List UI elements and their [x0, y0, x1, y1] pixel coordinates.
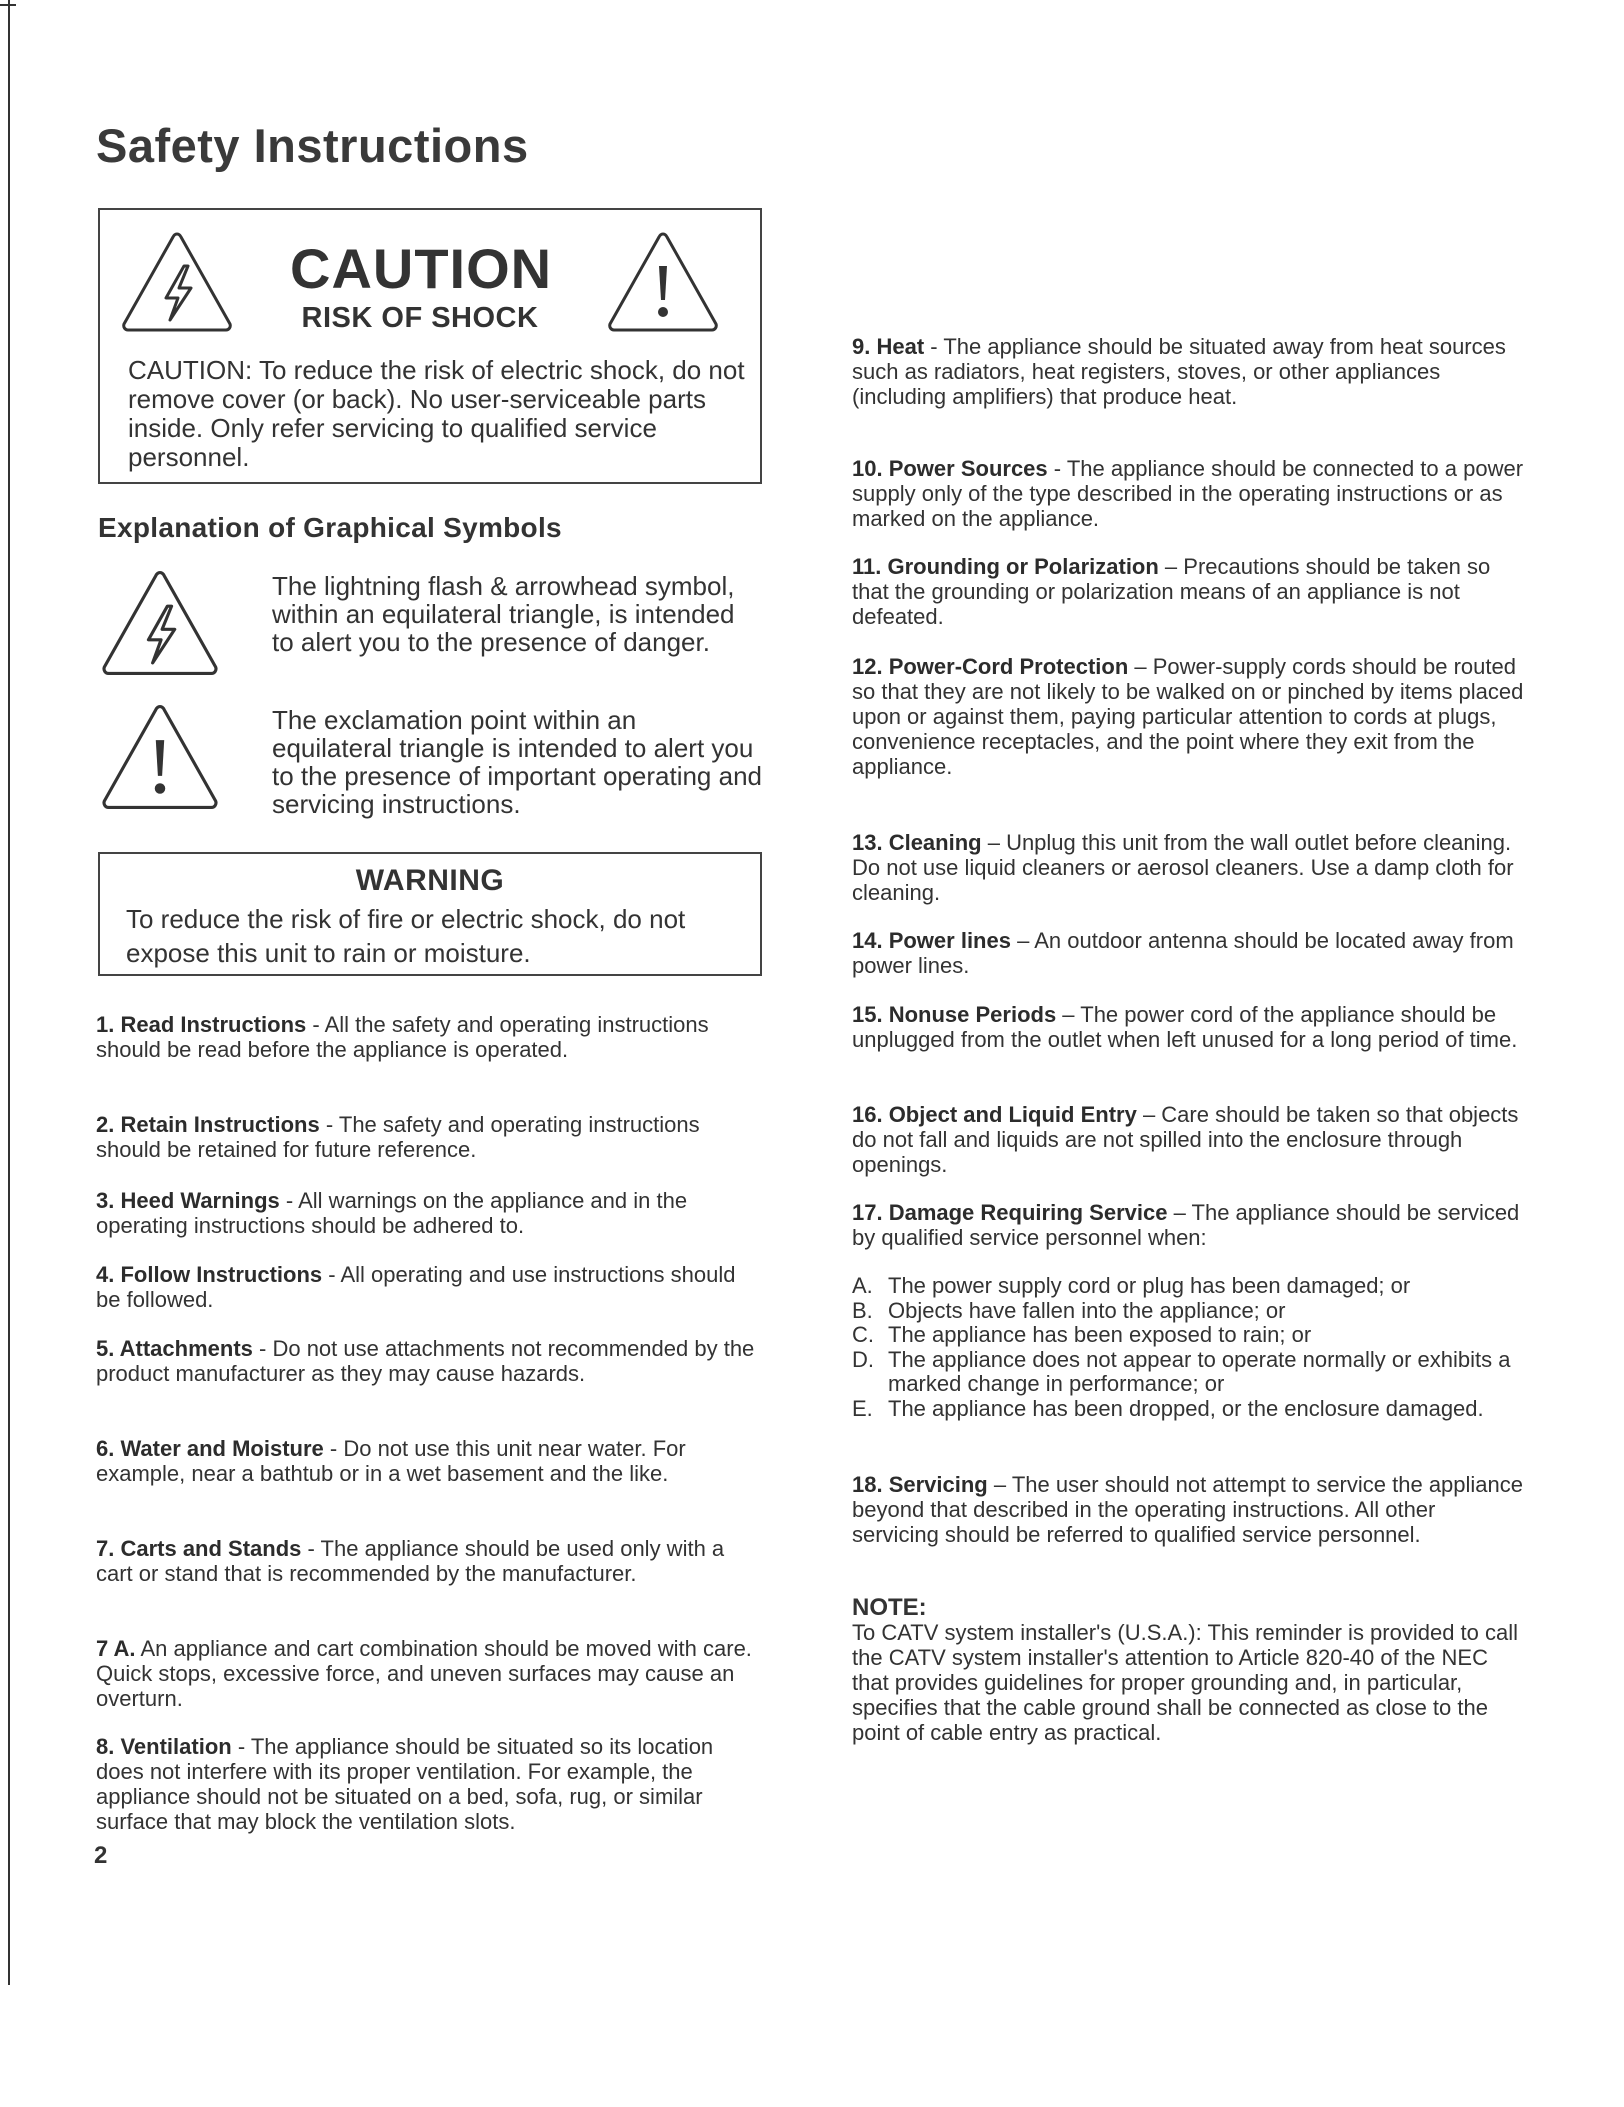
safety-item	[852, 928, 1524, 978]
lightning-triangle-icon	[98, 566, 222, 680]
warning-box	[98, 852, 762, 976]
item-heading: 1. Read Instructions	[96, 1012, 307, 1037]
item-body: Power-supply cords should be routed so that they are not likely to be walked on or pinched by items placed upon or against them, paying particular attention to cords at plugs, convenience receptacles, and the point where they exit from the appliance.	[852, 654, 1524, 779]
item-separator: -	[301, 1536, 321, 1561]
list-item-text: The appliance has been dropped, or the enclosure damaged.	[888, 1395, 1484, 1421]
item-heading: 6. Water and Moisture	[96, 1436, 324, 1461]
item-heading: 9. Heat	[852, 334, 925, 359]
item-heading: 4. Follow Instructions	[96, 1262, 323, 1287]
list-item	[852, 1299, 1532, 1324]
item-heading: 7. Carts and Stands	[96, 1536, 302, 1561]
item-separator: -	[231, 1734, 251, 1759]
safety-item	[852, 1200, 1524, 1250]
safety-item	[852, 654, 1524, 779]
item-heading: 13. Cleaning	[852, 830, 982, 855]
item-separator: -	[924, 334, 944, 359]
exclamation-triangle-icon	[604, 228, 722, 336]
item-separator: –	[1010, 928, 1035, 953]
item-body: The safety and operating instructions should be retained for future reference.	[96, 1112, 700, 1162]
item-heading: 11. Grounding or Polarization	[852, 554, 1159, 579]
lightning-triangle-icon	[118, 228, 236, 336]
item-separator: -	[252, 1336, 273, 1361]
item-body: Care should be taken so that objects do not fall and liquids are not spilled into the enclosure through openings.	[852, 1102, 1519, 1177]
caution-text: CAUTION: To reduce the risk of electric shock, do not remove cover (or back). No user-serviceable parts inside. Only refer servicing to qualified service personnel.	[128, 355, 745, 472]
item-separator: -	[322, 1262, 341, 1287]
safety-item	[852, 830, 1524, 905]
item-separator: -	[279, 1188, 299, 1213]
item-separator: –	[1136, 1102, 1162, 1127]
safety-item	[96, 1262, 766, 1312]
item-body: The power cord of the appliance should be unplugged from the outlet when left unused for a long period of time.	[852, 1002, 1518, 1052]
item-body: The appliance should be connected to a power supply only of the type described in the operating instructions or as marked on the appliance.	[852, 456, 1524, 531]
item-heading: 7 A.	[96, 1636, 136, 1661]
safety-item	[852, 334, 1524, 409]
list-item-label: B.	[852, 1297, 873, 1323]
item-body: The appliance should be serviced by qualified service personnel when:	[852, 1200, 1520, 1250]
safety-item	[96, 1336, 766, 1386]
item-separator: –	[987, 1472, 1012, 1497]
item-body: The user should not attempt to service the appliance beyond that described in the operating instructions. All other servicing should be referred to qualified service personnel.	[852, 1472, 1524, 1547]
page-number: 2	[94, 1842, 108, 1869]
item-heading: 12. Power-Cord Protection	[852, 654, 1129, 679]
item-body: Unplug this unit from the wall outlet before cleaning. Do not use liquid cleaners or aerosol cleaners. Use a damp cloth for cleaning.	[852, 830, 1514, 905]
item-heading: 5. Attachments	[96, 1336, 253, 1361]
item-body: Do not use attachments not recommended by the product manufacturer as they may cause hazards.	[96, 1336, 755, 1386]
item-heading: 18. Servicing	[852, 1472, 988, 1497]
note-heading: NOTE:	[852, 1594, 927, 1621]
item-separator: –	[1158, 554, 1184, 579]
list-item-text: The appliance does not appear to operate normally or exhibits a marked change in performance; or	[888, 1346, 1511, 1396]
item-body: All warnings on the appliance and in the operating instructions should be adhered to.	[96, 1188, 688, 1238]
item-body: All the safety and operating instructions should be read before the appliance is operated.	[96, 1012, 709, 1062]
exclamation-symbol-explanation: The exclamation point within an equilateral triangle is intended to alert you to the presence of important operating and servicing instructions.	[272, 705, 762, 819]
safety-item	[852, 1102, 1524, 1177]
safety-item	[852, 1472, 1524, 1547]
list-item	[852, 1397, 1532, 1422]
list-item	[852, 1323, 1532, 1348]
item-body: All operating and use instructions should be followed.	[96, 1262, 736, 1312]
service-conditions-list	[852, 1274, 1532, 1421]
page-title: Safety Instructions	[96, 119, 529, 172]
symbols-heading: Explanation of Graphical Symbols	[98, 512, 562, 543]
item-separator: –	[1167, 1200, 1192, 1225]
item-body: The appliance should be situated away from heat sources such as radiators, heat registers, stoves, or other appliances (including amplifiers) that produce heat.	[852, 334, 1506, 409]
exclamation-triangle-icon	[98, 700, 222, 814]
caution-box	[98, 208, 762, 484]
item-separator: –	[981, 830, 1007, 855]
scan-edge-tick	[0, 4, 16, 6]
item-separator: -	[323, 1436, 344, 1461]
item-separator: –	[1128, 654, 1153, 679]
safety-item	[96, 1536, 766, 1586]
safety-item	[96, 1636, 766, 1711]
scan-edge-line	[8, 0, 10, 1985]
safety-item	[96, 1188, 766, 1238]
list-item	[852, 1348, 1532, 1397]
warning-title: WARNING	[355, 864, 505, 897]
lightning-symbol-explanation: The lightning flash & arrowhead symbol, within an equilateral triangle, is intended to alert you to the presence of danger.	[272, 571, 735, 657]
item-separator: -	[1047, 456, 1067, 481]
item-heading: 15. Nonuse Periods	[852, 1002, 1057, 1027]
item-body: Precautions should be taken so that the grounding or polarization means of an appliance is not defeated.	[852, 554, 1491, 629]
item-body: The appliance should be situated so its location does not interfere with its proper ventilation. For example, the appliance should not be situated on a bed, sofa, rug, or similar surface that may block the ventilation slots.	[96, 1734, 714, 1834]
safety-item	[96, 1012, 766, 1062]
item-body: The appliance should be used only with a cart or stand that is recommended by the manufacturer.	[96, 1536, 725, 1586]
item-heading: 2. Retain Instructions	[96, 1112, 320, 1137]
item-body: Do not use this unit near water. For example, near a bathtub or in a wet basement and the like.	[96, 1436, 686, 1486]
item-separator: -	[306, 1012, 325, 1037]
item-heading: 16. Object and Liquid Entry	[852, 1102, 1137, 1127]
list-item-text: The appliance has been exposed to rain; or	[888, 1322, 1312, 1347]
list-item	[852, 1274, 1532, 1299]
item-heading: 10. Power Sources	[852, 456, 1048, 481]
note-text: To CATV system installer's (U.S.A.): This reminder is provided to call the CATV system installer's attention to Article 820-40 of the NEC that provides guidelines for proper grounding and, in particular, specifies that the cable ground shall be connected as close to the point of cable entry as practical.	[852, 1620, 1519, 1745]
warning-text: To reduce the risk of fire or electric shock, do not expose this unit to rain or moisture.	[126, 904, 686, 968]
list-item-label: E.	[852, 1395, 873, 1421]
caution-heading: CAUTION	[290, 237, 553, 300]
list-item-text: The power supply cord or plug has been damaged; or	[888, 1273, 1411, 1298]
item-heading: 8. Ventilation	[96, 1734, 232, 1759]
list-item-label: D.	[852, 1346, 874, 1372]
item-heading: 3. Heed Warnings	[96, 1188, 280, 1213]
item-separator: -	[319, 1112, 339, 1137]
item-heading: 14. Power lines	[852, 928, 1011, 953]
list-item-label: C.	[852, 1322, 874, 1347]
safety-item	[852, 456, 1524, 531]
list-item-text: Objects have fallen into the appliance; or	[888, 1297, 1286, 1323]
caution-subheading: RISK OF SHOCK	[301, 302, 539, 334]
safety-item	[852, 1002, 1524, 1052]
item-body: An appliance and cart combination should be moved with care. Quick stops, excessive force, and uneven surfaces may cause an overturn.	[96, 1636, 752, 1711]
safety-item	[852, 554, 1524, 629]
safety-item	[96, 1734, 766, 1834]
item-heading: 17. Damage Requiring Service	[852, 1200, 1168, 1225]
item-body: An outdoor antenna should be located away from power lines.	[852, 928, 1514, 978]
item-separator: –	[1056, 1002, 1081, 1027]
list-item-label: A.	[852, 1273, 873, 1298]
safety-item	[96, 1436, 766, 1486]
safety-item	[96, 1112, 766, 1162]
